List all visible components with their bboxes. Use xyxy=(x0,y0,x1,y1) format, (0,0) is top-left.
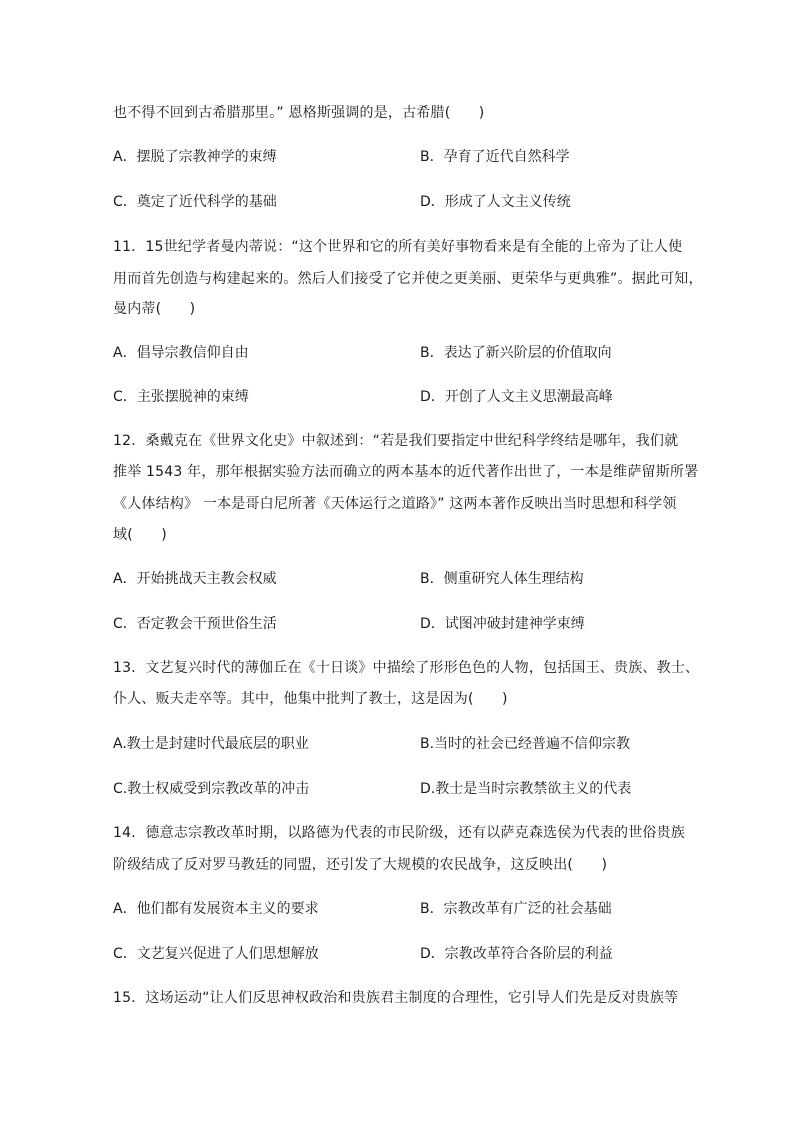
q15-stem-line-1: 15．这场运动“让人们反思神权政治和贵族君主制度的合理性，它引导人们先是反对贵族等 xyxy=(113,990,679,1006)
q11-option-a: A．倡导宗教信仰自由 xyxy=(113,345,249,361)
q14-stem-line-1: 14．德意志宗教改革时期，以路德为代表的市民阶级，还有以萨克森选侯为代表的世俗贵族 xyxy=(113,825,686,841)
q11-stem-line-3: 曼内蒂( ) xyxy=(113,301,196,317)
q11-stem-line-1: 11．15世纪学者曼内蒂说：“这个世界和它的所有美好事物看来是有全能的上帝为了让人使 xyxy=(113,239,683,255)
q13-stem-line-1: 13．文艺复兴时代的薄伽丘在《十日谈》中描绘了形形色色的人物，包括国王、贵族、教士、 xyxy=(113,660,700,676)
q13-option-d: D.教士是当时宗教禁欲主义的代表 xyxy=(420,781,632,797)
q10-option-a: A．摆脱了宗教神学的束缚 xyxy=(113,149,277,165)
q12-stem-line-2: 推举 1543 年，那年根据实验方法而确立的两本基本的近代著作出世了，一本是维萨留斯所署 xyxy=(113,464,699,480)
q12-option-b: B．侧重研究人体生理结构 xyxy=(420,571,584,587)
q10-option-b: B．孕育了近代自然科学 xyxy=(420,149,570,165)
q12-option-a: A．开始挑战天主教会权威 xyxy=(113,571,277,587)
q12-stem-line-4: 域( ) xyxy=(113,527,167,543)
q10-option-c: C．奠定了近代科学的基础 xyxy=(113,194,277,210)
q13-option-b: B.当时的社会已经普遍不信仰宗教 xyxy=(420,736,631,752)
q11-option-d: D．开创了人文主义思潮最高峰 xyxy=(420,389,613,405)
q14-option-d: D．宗教改革符合各阶层的利益 xyxy=(420,946,613,962)
q12-stem-line-1: 12．桑戴克在《世界文化史》中叙述到：“若是我们要指定中世纪科学终结是哪年，我们就 xyxy=(113,433,679,449)
q12-stem-line-3: 《人体结构》 一本是哥白尼所著《天体运行之道路》” 这两本著作反映出当时思想和科学领 xyxy=(113,496,677,512)
q12-option-d: D．试图冲破封建神学束缚 xyxy=(420,616,585,632)
q10-option-d: D．形成了人文主义传统 xyxy=(420,194,571,210)
q11-option-c: C．主张摆脱神的束缚 xyxy=(113,389,249,405)
q13-option-c: C.教士权威受到宗教改革的冲击 xyxy=(113,781,310,797)
q10-text-line: 也不得不回到古希腊那里。” 恩格斯强调的是，古希腊( ) xyxy=(113,105,485,121)
q14-option-c: C．文艺复兴促进了人们思想解放 xyxy=(113,946,319,962)
q11-option-b: B．表达了新兴阶层的价值取向 xyxy=(420,345,612,361)
q14-stem-line-2: 阶级结成了反对罗马教廷的同盟，还引发了大规模的农民战争，这反映出( ) xyxy=(113,857,608,873)
q13-stem-line-2: 仆人、贩夫走卒等。其中，他集中批判了教士，这是因为( ) xyxy=(113,691,508,707)
q11-stem-line-2: 用而首先创造与构建起来的。然后人们接受了它并使之更美丽、更荣华与更典雅”。据此可知， xyxy=(113,271,703,287)
q14-option-a: A．他们都有发展资本主义的要求 xyxy=(113,901,319,917)
q14-option-b: B．宗教改革有广泛的社会基础 xyxy=(420,901,612,917)
q12-option-c: C．否定教会干预世俗生活 xyxy=(113,616,277,632)
q13-option-a: A.教士是封建时代最底层的职业 xyxy=(113,736,309,752)
